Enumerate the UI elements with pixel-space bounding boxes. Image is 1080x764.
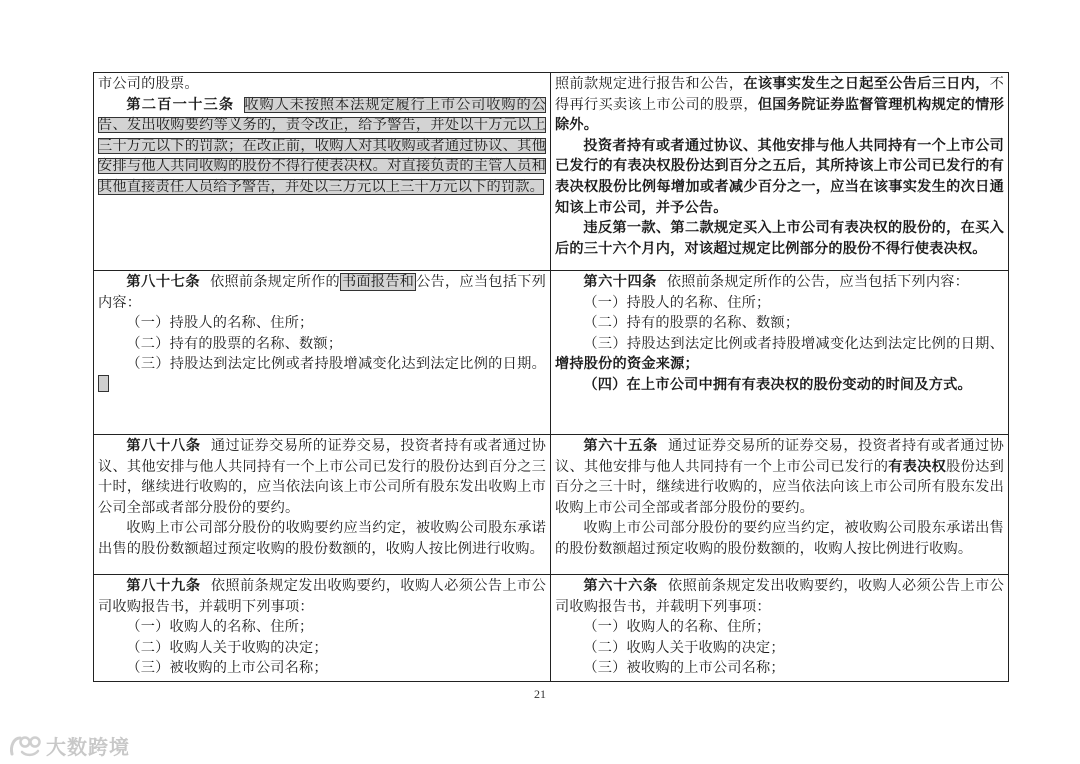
text: 股份达到百分之三十时，继续进行收购的，应当依法向该上市公司所有股东发出收购上市公司全部或者部分股份的要约。 <box>555 458 1004 516</box>
cell-old-87 <box>94 271 551 435</box>
cell-new-63-cont <box>551 73 1009 271</box>
bold-text: 但国务院证券监督管理机构规定的情形除外。 <box>555 96 1004 134</box>
paragraph <box>555 74 1004 136</box>
list-item: （一）持股人的名称、住所； <box>583 294 771 311</box>
article-number: 第六十五条 <box>583 438 658 454</box>
paragraph <box>98 576 546 617</box>
cell-new-65 <box>551 435 1009 575</box>
law-comparison-table <box>93 72 1009 682</box>
text: 依照前条规定发出收购要约，收购人必须公告上市公司收购报告书，并载明下列事项： <box>555 578 1004 615</box>
text: 公告，应当包括下列内容： <box>98 274 546 311</box>
article-number: 第六十六条 <box>583 578 658 594</box>
paragraph <box>555 272 1004 293</box>
list-item: （一）收购人的名称、住所； <box>126 619 314 636</box>
list-item: （二）收购人关于收购的决定； <box>126 639 328 656</box>
text: 依照前条规定所作的公告，应当包括下列内容： <box>666 274 969 290</box>
paragraph <box>555 576 1004 617</box>
list-item: （一）持股人的名称、住所； <box>126 315 314 332</box>
text: 依照前条规定所作的 <box>210 274 340 290</box>
table-row <box>94 73 1009 271</box>
page-number: 21 <box>534 687 546 701</box>
list-item: （四）在上市公司中拥有有表决权的股份变动的时间及方式。 <box>583 376 972 393</box>
list-item: （一）收购人的名称、住所； <box>583 619 771 636</box>
article-number: 第八十九条 <box>126 578 201 594</box>
text: 通过证券交易所的证券交易，投资者持有或者通过协议、其他安排与他人共同持有一个上市公司已发行的股份达到百分之三十时，继续进行收购的，应当依法向该上市公司所有股东发出收购上市公司全部或者部分股份的要约。 <box>98 438 546 516</box>
paragraph <box>98 272 546 313</box>
cell-new-66 <box>551 575 1009 682</box>
text: 依照前条规定发出收购要约，收购人必须公告上市公司收购报告书，并载明下列事项： <box>98 578 546 615</box>
watermark <box>8 731 130 760</box>
list-item: （二）收购人关于收购的决定； <box>583 639 785 656</box>
article-number: 第八十八条 <box>126 438 201 454</box>
text: 照前款规定进行报告和公告， <box>555 76 744 92</box>
watermark-text: 大数跨境 <box>46 735 130 759</box>
table-row <box>94 575 1009 682</box>
watermark-logo-icon <box>8 734 42 758</box>
list-item: （二）持有的股票的名称、数额； <box>583 315 800 332</box>
paragraph: 违反第一款、第二款规定买入上市公司有表决权的股份的，在买入后的三十六个月内，对该超过规定比例部分的股份不得行使表决权。 <box>555 220 1004 257</box>
list-item <box>98 354 546 396</box>
paragraph: 市公司的股票。 <box>98 76 199 92</box>
list-item: （三）被收购的上市公司名称； <box>126 660 328 677</box>
bold-text: 在该事实发生之日起至公告后三日内， <box>743 76 990 92</box>
bold-text: 有表决权 <box>888 458 947 475</box>
article-number: 第八十七条 <box>126 274 201 290</box>
article-number: 第二百一十三条 <box>126 96 235 113</box>
insert-marker-icon <box>98 375 109 392</box>
article-number: 第六十四条 <box>583 274 657 290</box>
paragraph: 收购上市公司部分股份的要约应当约定，被收购公司股东承诺出售的股份数额超过预定收购的股份数额的，收购人按比例进行收购。 <box>555 520 1004 557</box>
bold-text: 增持股份的资金来源； <box>555 356 699 373</box>
cell-old-89 <box>94 575 551 682</box>
text: （三）持股达到法定比例或者持股增减变化达到法定比例的日期。 <box>126 356 546 373</box>
boxed-text: 书面报告和 <box>341 274 415 290</box>
table-row <box>94 271 1009 435</box>
paragraph <box>98 436 546 518</box>
list-item: （二）持有的股票的名称、数额； <box>126 335 343 352</box>
text: 不得再行买卖该上市公司的股票， <box>555 76 1004 113</box>
cell-new-64 <box>551 271 1009 435</box>
table-row <box>94 435 1009 575</box>
paragraph: 投资者持有或者通过协议、其他安排与他人共同持有一个上市公司已发行的有表决权股份达到百分之五后，其所持该上市公司已发行的有表决权股份比例每增加或者减少百分之一，应当在该事实发生的次日通知该上市公司，并予公告。 <box>555 137 1004 216</box>
highlighted-text: 收购人未按照本法规定履行上市公司收购的公告、发出收购要约等义务的，责令改正，给予警告，并处以十万元以上三十万元以下的罚款；在改正前，收购人对其收购或者通过协议、其他安排与他人共同收购的股份不得行使表决权。对直接负责的主管人员和其他直接责任人员给予警告，并处以三万元以上三十万元以下的罚款。 <box>98 96 546 195</box>
text: （三）持股达到法定比例或者持股增减变化达到法定比例的日期、 <box>583 335 1004 352</box>
list-item <box>555 334 1004 375</box>
cell-old-88 <box>94 435 551 575</box>
paragraph <box>98 95 546 198</box>
paragraph: 收购上市公司部分股份的收购要约应当约定，被收购公司股东承诺出售的股份数额超过预定收购的股份数额的，收购人按比例进行收购。 <box>98 520 546 557</box>
list-item: （三）被收购的上市公司名称； <box>583 660 785 677</box>
text: 通过证券交易所的证券交易，投资者持有或者通过协议、其他安排与他人共同持有一个上市公司已发行的 <box>555 438 1004 475</box>
cell-old-213 <box>94 73 551 271</box>
paragraph <box>555 436 1004 518</box>
